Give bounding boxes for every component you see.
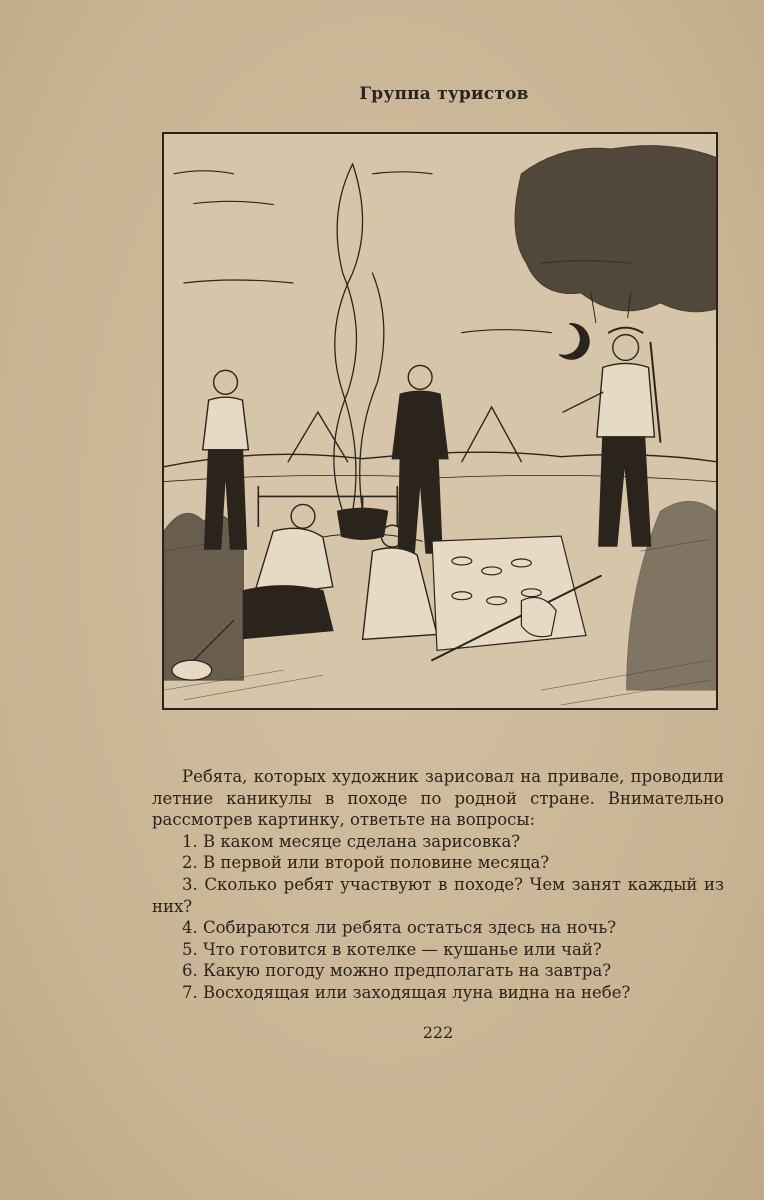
smoke: [334, 164, 384, 511]
tree-icon: [515, 146, 716, 323]
boy-standing-center: [392, 365, 448, 553]
questions-block: [152, 766, 724, 1004]
intro-paragraph: Ребята, которых художник зарисовал на привале, проводили летние каникулы в походе по родной стране. Внимательно рассмотрев картинку, ответьте на вопросы:: [152, 767, 724, 830]
page-title: Группа туристов: [359, 84, 529, 104]
question-6: 6. Какую погоду можно предполагать на завтра?: [182, 961, 612, 981]
man-with-rifle: [563, 328, 660, 546]
question-3: 3. Сколько ребят участвуют в походе? Чем занят каждый из них?: [152, 874, 724, 916]
campfire-illustration: [162, 132, 718, 710]
question-5: 5. Что готовится в котелке — кушанье или чай?: [182, 939, 602, 959]
boy-crouching: [243, 504, 332, 638]
question-7: 7. Восходящая или заходящая луна видна на небе?: [182, 982, 631, 1002]
page-number: 222: [422, 1023, 454, 1042]
question-4: 4. Собираются ли ребята остаться здесь на ночь?: [182, 918, 617, 938]
tablecloth: [432, 536, 586, 650]
question-2: 2. В первой или второй половине месяца?: [182, 853, 550, 873]
crescent-moon-icon: [559, 324, 589, 360]
question-1: 1. В каком месяце сделана зарисовка?: [182, 831, 521, 851]
